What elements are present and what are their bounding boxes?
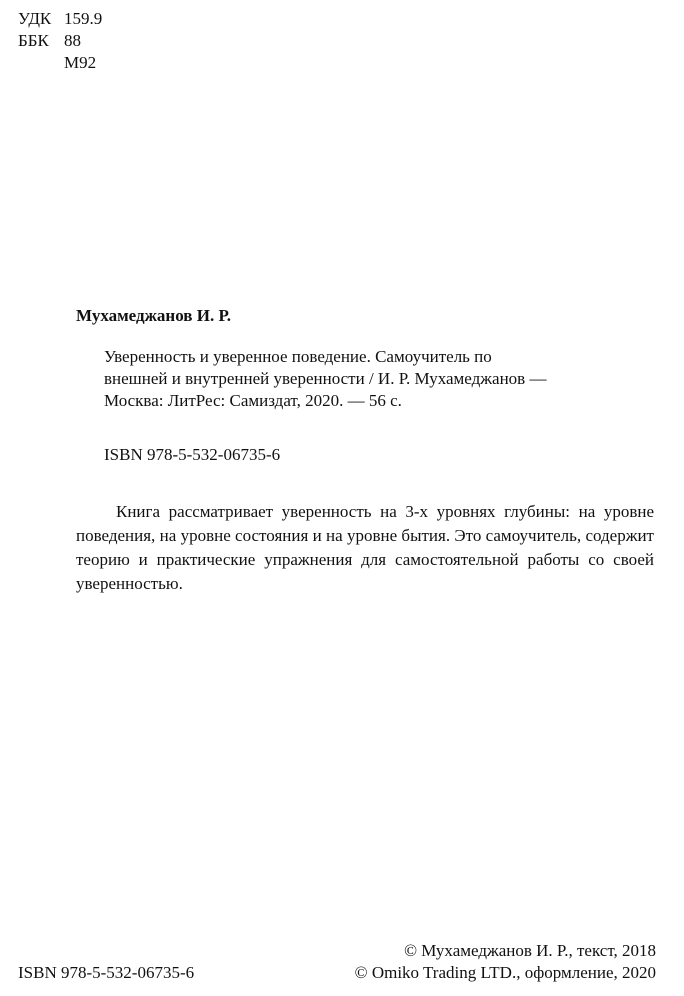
author-mark: М92 xyxy=(64,53,97,72)
bbk-value: 88 xyxy=(64,31,81,50)
isbn: ISBN 978-5-532-06735-6 xyxy=(104,445,281,464)
footer-isbn: ISBN 978-5-532-06735-6 xyxy=(18,963,195,982)
bibliographic-line-2: внешней и внутренней уверенности / И. Р. Мухамеджанов — xyxy=(104,369,547,388)
udk-row xyxy=(18,8,102,30)
udk-value: 159.9 xyxy=(64,9,103,28)
classification-block xyxy=(18,8,102,74)
copyright-text: © Мухамеджанов И. Р., текст, 2018 xyxy=(404,941,656,960)
bibliographic-description xyxy=(104,346,624,412)
bbk-label: ББК xyxy=(18,31,49,50)
copyright-block xyxy=(355,940,656,984)
annotation: Книга рассматривает уверенность на 3-х уровнях глубины: на уровне поведения, на уровне состояния и на уровне бытия. Это самоучитель, содержит теорию и практические упражнения для самостоятельной работы со своей уверенностью. xyxy=(76,502,654,593)
author-heading: Мухамеджанов И. Р. xyxy=(76,306,231,325)
copyright-design: © Omiko Trading LTD., оформление, 2020 xyxy=(354,963,656,982)
bibliographic-line-3: Москва: ЛитРес: Самиздат, 2020. — 56 с. xyxy=(104,391,402,410)
bibliographic-line-1: Уверенность и уверенное поведение. Самоучитель по xyxy=(104,347,492,366)
udk-label: УДК xyxy=(18,9,52,28)
bbk-row xyxy=(18,30,102,52)
